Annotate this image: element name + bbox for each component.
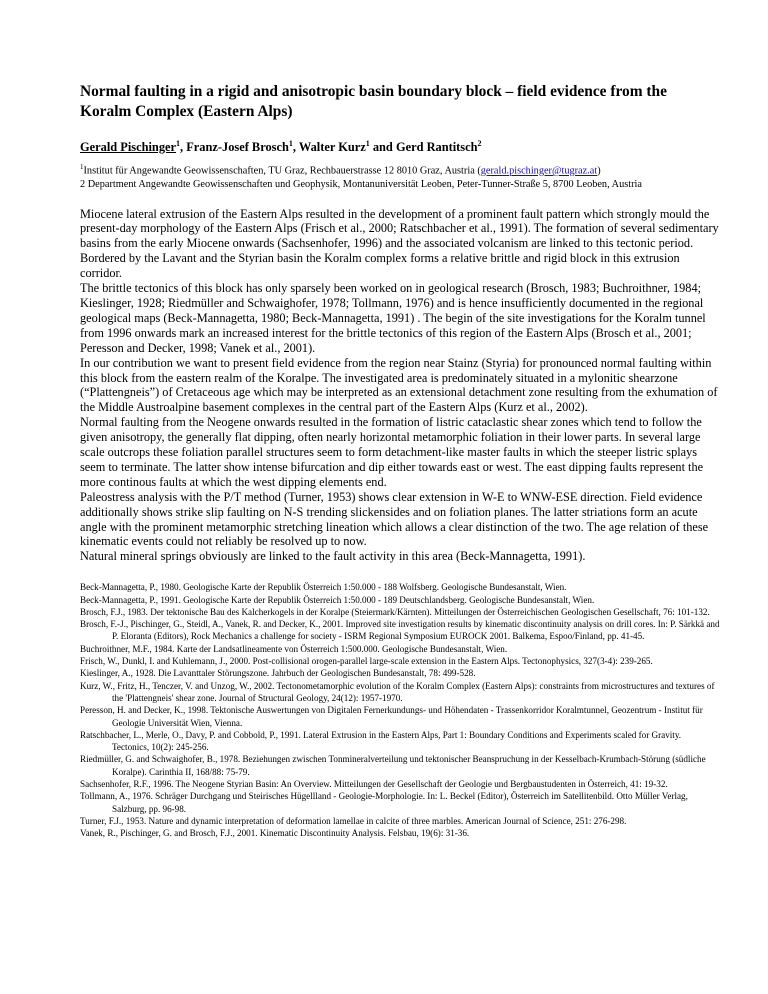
affiliation-1	[80, 161, 720, 177]
reference-item: Tollmann, A., 1976. Schräger Durchgang und Steirisches Hügellland - Geologie-Morphologie. In: L. Beckel (Editor), Österreich im Satellitenbild. Otto Müller Verlag, Salzburg, pp. 96-98.	[80, 791, 688, 814]
reference-item: Beck-Mannagetta, P., 1991. Geologische Karte der Republik Österreich 1:50.000 - 189 Deutschlandsberg. Geologische Bundesanstalt, Wien.	[80, 594, 595, 605]
abstract	[80, 207, 720, 565]
author-separator: ,	[180, 140, 187, 155]
paper-page	[80, 82, 720, 840]
reference-item: Frisch, W., Dunkl, I. and Kuhlemann, J., 2000. Post-collisional orogen-parallel large-scale extension in the Eastern Alps. Tectonophysics, 327(3-4): 239-265.	[80, 656, 653, 667]
author-line	[80, 136, 720, 155]
reference-item: Vanek, R., Pischinger, G. and Brosch, F.J., 2001. Kinematic Discontinuity Analysis. Felsbau, 19(6): 31-36.	[80, 828, 470, 839]
abstract-paragraph: The brittle tectonics of this block has only sparsely been worked on in geological research (Brosch, 1983; Buchroithner, 1984; Kieslinger, 1928; Riedmüller and Schwaighofer, 1978; Tollmann, 1976) and is hence insufficiently documented in the regional geological maps (Beck-Mannagetta, 1980; Beck-Mannagetta, 1991) . The begin of the site investigations for the Koralm tunnel from 1996 onwards mark an increased interest for the brittle tectonics of this region of the Eastern Alps (Brosch et al., 2001; Peresson and Decker, 1998; Vanek et al., 2001).	[80, 281, 706, 355]
reference-item: Riedmüller, G. and Schwaighofer, B., 1978. Beziehungen zwischen Tonmineralverteilung und tektonischer Beanspruchung in der Kesselbach-Krumbach-Störung (südliche Koralpe). Carinthia II, 168/88: 75-79.	[80, 754, 706, 777]
author-separator: and	[369, 140, 396, 155]
affiliation-1-close: )	[597, 165, 601, 177]
affiliation-2: 2 Department Angewandte Geowissenschaften und Geophysik, Montanuniversität Leoben, Peter-Tunner-Straße 5, 8700 Leoben, Austria	[80, 178, 642, 190]
abstract-paragraph: Normal faulting from the Neogene onwards resulted in the formation of listric cataclastic shear zones which tend to follow the given anisotropy, the generally flat dipping, often nearly horizontal metamorphic foliation in their lower parts. In several large scale outcrops these foliation parallel structures seem to form detachment-like master faults in which the steeper listric splays seem to terminate. The latter show intense bifurcation and dip either towards east or west. The east dipping faults represent the more continous faults at which the west dipping elements end.	[80, 415, 704, 489]
author-3: Walter Kurz	[298, 140, 366, 155]
reference-item: Brosch, F.J., 1983. Der tektonische Bau des Kalcherkogels in der Koralpe (Steiermark/Kärnten). Mitteilungen der Österreichischen Geologischen Gesellschaft, 76: 101-132.	[80, 606, 710, 617]
abstract-paragraph: Natural mineral springs obviously are linked to the fault activity in this area (Beck-Mannagetta, 1991).	[80, 549, 586, 564]
author-2-affil-marker: 1	[288, 139, 293, 148]
author-4: Gerd Rantitsch	[395, 140, 478, 155]
reference-item: Turner, F.J., 1953. Nature and dynamic interpretation of deformation lamellae in calcite of three marbles. American Journal of Science, 251: 276-298.	[80, 815, 627, 826]
reference-item: Beck-Mannagetta, P., 1980. Geologische Karte der Republik Österreich 1:50.000 - 188 Wolfsberg. Geologische Bundesanstalt, Wien.	[80, 582, 567, 593]
author-3-affil-marker: 1	[365, 139, 370, 148]
abstract-paragraph: In our contribution we want to present field evidence from the region near Stainz (Styria) for pronounced normal faulting within this block from the eastern realm of the Koralpe. The investigated area is predominately situated in a mylonitic shearzone (“Plattengneis”) of Cretaceous age which may be interpreted as an extensional detachment zone resulting from the exhumation of the Middle Austroalpine basement complexes in the central part of the Eastern Alps (Kurz et al., 2002).	[80, 355, 718, 415]
author-4-affil-marker: 2	[477, 139, 482, 148]
reference-item: Brosch, F.-J., Pischinger, G., Steidl, A., Vanek, R. and Decker, K., 2001. Improved site investigation results by kinematic discontinuity analysis on drill cores. In: P. Särkkä and P. Eloranta (Editors), Rock Mechanics a challenge for society - ISRM Regional Symposium EUROCK 2001. Balkema, Espoo/Finland, pp. 41-45.	[80, 619, 720, 642]
reference-item: Peresson, H. and Decker, K., 1998. Tektonische Auswertungen von Digitalen Fernerkundungs- und Höhendaten - Trassenkorridor Koralmtunnel, Geozentrum - Institut für Geologie Universität Wien, Vienna.	[80, 705, 703, 728]
reference-item: Ratschbacher, L., Merle, O., Davy, P. and Cobbold, P., 1991. Lateral Extrusion in the Eastern Alps, Part 1: Boundary Conditions and Experiments scaled for Gravity. Tectonics, 10(2): 245-256.	[80, 729, 682, 753]
reference-item: Kurz, W., Fritz, H., Tenczer, V. and Unzog, W., 2002. Tectonometamorphic evolution of the Koralm Complex (Eastern Alps): constraints from microstructures and textures of the 'Plattengneis' shear zone. Journal of Structural Geology, 24(12): 1957-1970.	[80, 680, 715, 703]
author-separator: ,	[292, 140, 299, 155]
email-link[interactable]: gerald.pischinger@tugraz.at	[480, 165, 598, 177]
author-1-affil-marker: 1	[176, 139, 181, 148]
author-1: Gerald Pischinger	[80, 140, 177, 155]
author-2: Franz-Josef Brosch	[186, 140, 289, 155]
affiliations	[80, 161, 720, 190]
affiliation-1-text: Institut für Angewandte Geowissenschaften, TU Graz, Rechbauerstrasse 12 8010 Graz, Austria (	[83, 165, 481, 177]
abstract-paragraph: Paleostress analysis with the P/T method (Turner, 1953) shows clear extension in W-E to WNW-ESE direction. Field evidence additionally shows strike slip faulting on N-S trending slickensides and on foliation planes. The latter striations form an acute angle with the prominent metamorphic stretching lineation which allows a clear distinction of the two. The age relation of these kinematic events could not reliably be resolved up to now.	[80, 489, 709, 549]
reference-item: Kieslinger, A., 1928. Die Lavanttaler Störungszone. Jahrbuch der Geologischen Bundesanstalt, 78: 499-528.	[80, 668, 476, 679]
reference-item: Buchroithner, M.F., 1984. Karte der Landsatlineamente von Österreich 1:500.000. Geologische Bundesanstalt, Wien.	[80, 643, 508, 654]
reference-list	[80, 581, 720, 839]
reference-item: Sachsenhofer, R.F., 1996. The Neogene Styrian Basin: An Overview. Mitteilungen der Gesellschaft der Geologie und Bergbaustudenten in Österreich, 41: 19-32.	[80, 779, 668, 790]
affiliation-1-marker: 1	[80, 163, 84, 172]
abstract-paragraph: Miocene lateral extrusion of the Eastern Alps resulted in the development of a prominent fault pattern which strongly mould the present-day morphology of the Eastern Alps (Frisch et al., 2000; Ratschbacher et al., 1991). The formation of several sedimentary basins from the early Miocene onwards (Sachsenhofer, 1996) and the associated volcanism are linked to this tectonic period. Bordered by the Lavant and the Styrian basin the Koralm complex forms a relative brittle and rigid block in this extrusion corridor.	[80, 206, 719, 281]
paper-title: Normal faulting in a rigid and anisotropic basin boundary block – field evidence from the Koralm Complex (Eastern Alps)	[80, 83, 667, 120]
